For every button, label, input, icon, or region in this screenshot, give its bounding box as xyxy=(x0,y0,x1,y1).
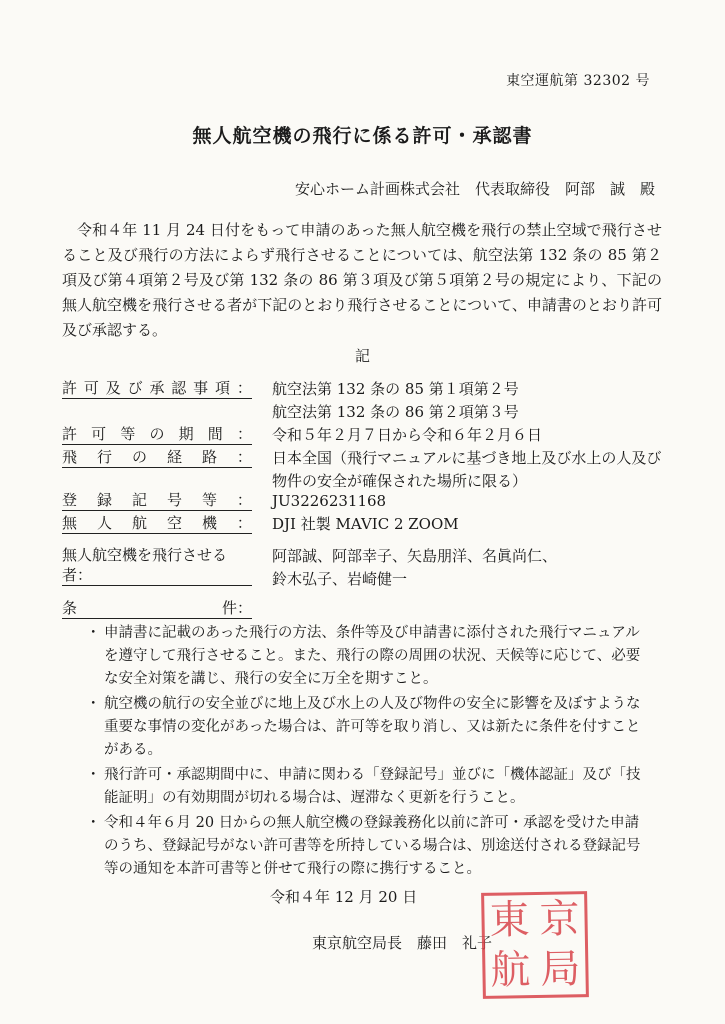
condition-item: ・ 申請書に記載のあった飛行の方法、条件等及び申請書に添付された飛行マニュアルを遵守して飛行させること。また、飛行の際の周囲の状況、天候等に応じて、必要な安全対策を講じ、飛行の安全に万全を期すこと。 xyxy=(88,622,648,691)
route-value: 日本全国（飛行マニュアルに基づき地上及び水上の人及び物件の安全が確保された場所に限る） xyxy=(272,449,662,490)
aircraft-value: DJI 社製 MAVIC 2 ZOOM xyxy=(272,515,459,533)
period-label: 許 可 等 の 期 間 ： xyxy=(62,425,252,443)
registration-label: 登 録 記 号 等 ： xyxy=(62,491,252,509)
pilots-label: 無人航空機を飛行させる者： xyxy=(62,545,252,586)
approval-items-value: 航空法第 132 条の 85 第１項第２号 航空法第 132 条の 86 第２項第３号 xyxy=(272,380,519,421)
body-paragraph: 令和４年 11 月 24 日付をもって申請のあった無人航空機を飛行の禁止空域で飛行させること及び飛行の方法によらず飛行させることについては、航空法第 132 条の 85 第２項及び第４項第２号及び第 132 条の 86 第３項及び第５項第２号の規定により、下記の無人航空機を飛行させる者が下記のとおり飛行させることについて、申請書のとおり許可及び承認する。 xyxy=(62,221,662,339)
conditions-label: 条 件： xyxy=(62,599,252,617)
registration-value: JU3226231168 xyxy=(272,492,387,510)
route-label: 飛 行 の 経 路 ： xyxy=(62,448,252,466)
condition-item: ・ 飛行許可・承認期間中に、申請に関わる「登録記号」並びに「機体認証」及び「技能証明」の有効期間が切れる場合は、遅滞なく更新を行うこと。 xyxy=(88,764,648,810)
condition-item: ・ 航空機の航行の安全並びに地上及び水上の人及び物件の安全に影響を及ぼすような重要な事情の変化があった場合は、許可等を取り消し、又は新たに条件を付すことがある。 xyxy=(88,693,648,762)
ki-heading: 記 xyxy=(354,347,370,365)
condition-item: ・ 令和４年６月 20 日からの無人航空機の登録義務化以前に許可・承認を受けた申請のうち、登録記号がない許可書等を所持している場合は、別途送付される登録記号等の通知を本許可書等と併せて飛行の際に携行すること。 xyxy=(88,812,648,881)
aircraft-label: 無 人 航 空 機 ： xyxy=(62,514,252,532)
approval-items-label: 許 可 及 び 承 認 事 項 ： xyxy=(62,379,252,397)
addressee: 安心ホーム計画株式会社 代表取締役 阿部 誠 殿 xyxy=(294,180,655,198)
signer: 東京航空局長 藤田 礼子 xyxy=(312,934,493,952)
document-title: 無人航空機の飛行に係る許可・承認書 xyxy=(192,125,533,147)
issue-date: 令和４年 12 月 20 日 xyxy=(270,888,418,906)
pilots-value: 阿部誠、阿部幸子、矢島朋洋、名眞尚仁、 鈴木弘子、岩崎健一 xyxy=(272,547,558,588)
document-number: 東空運航第 32302 号 xyxy=(506,73,650,89)
official-seal: 東 京 航 局 xyxy=(481,891,589,999)
period-value: 令和５年２月７日から令和６年２月６日 xyxy=(272,426,543,444)
conditions-list xyxy=(88,622,648,883)
